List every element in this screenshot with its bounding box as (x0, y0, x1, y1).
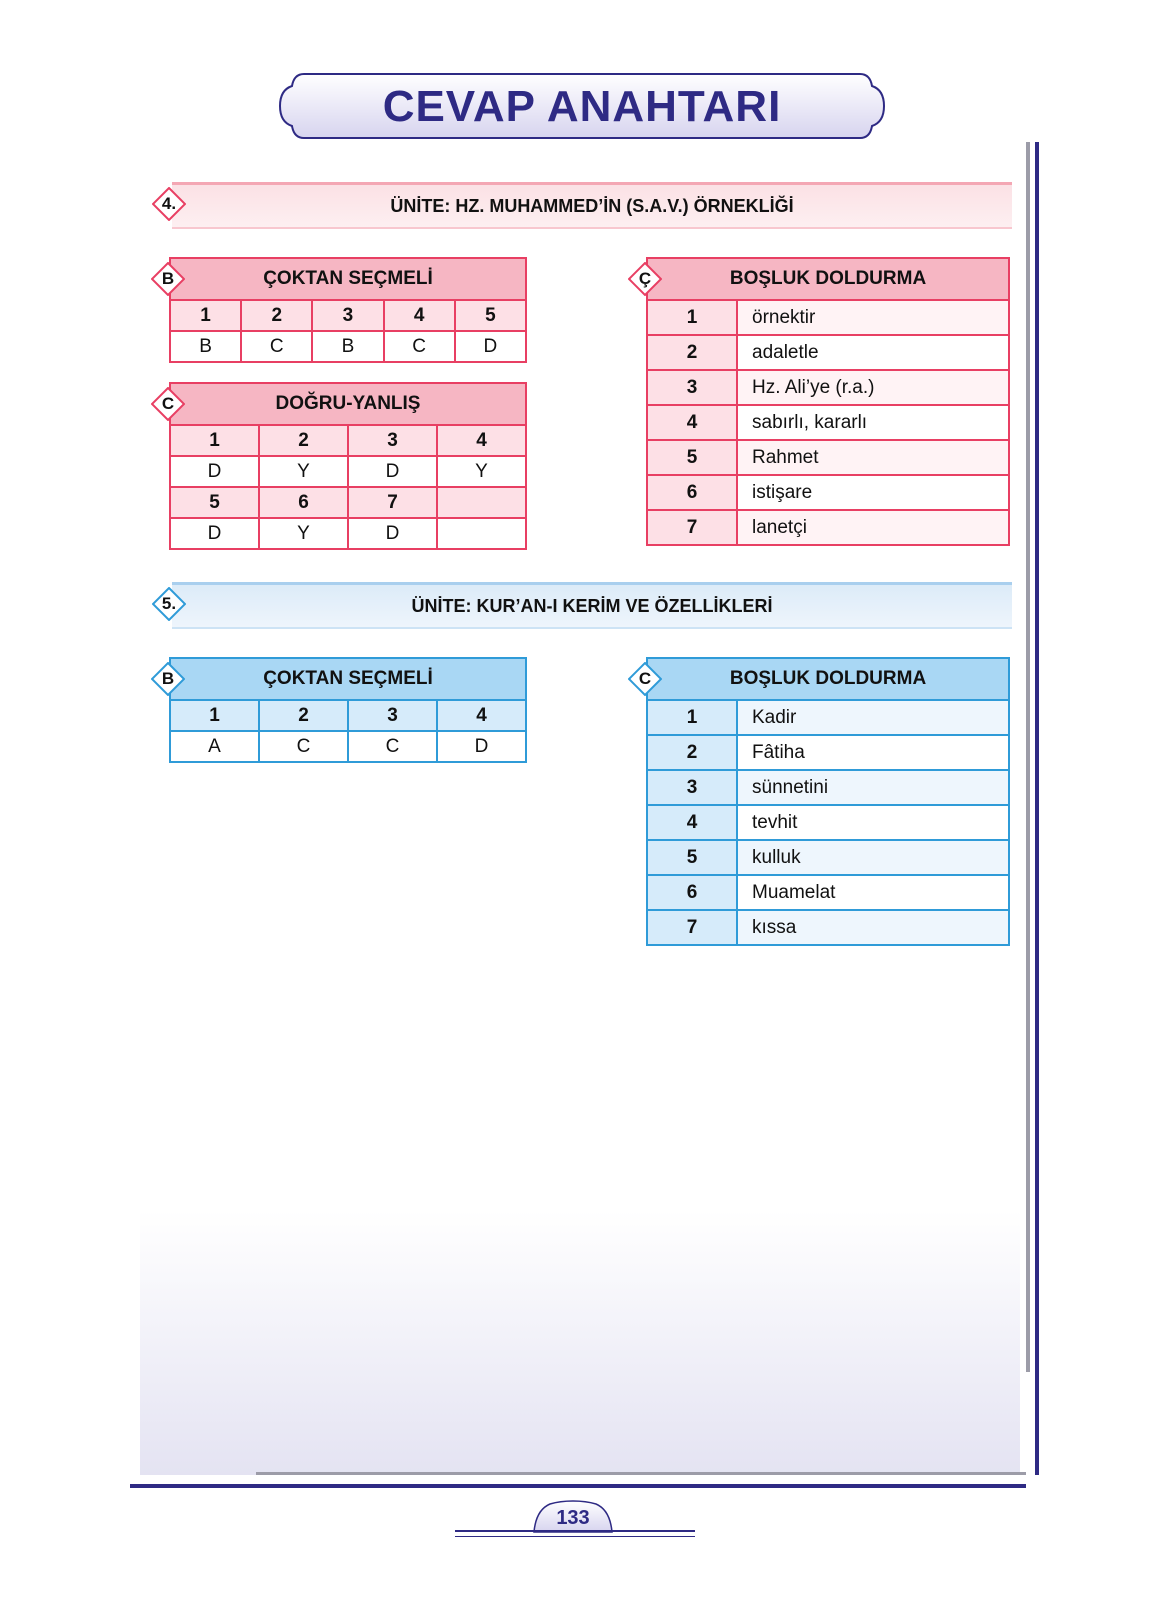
fb-number: 7 (647, 510, 737, 545)
mc-answer: B (170, 331, 241, 362)
fb-answer: kıssa (737, 910, 1009, 945)
tf-number: 2 (259, 425, 348, 456)
fb-answer: sünnetini (737, 770, 1009, 805)
fb-answer: lanetçi (737, 510, 1009, 545)
fb-answer: örnektir (737, 300, 1009, 335)
footer-line (455, 1530, 695, 1532)
mc-answer: A (170, 731, 259, 762)
unit-5-title: ÜNİTE: KUR’AN-I KERİM VE ÖZELLİKLERİ (411, 595, 773, 616)
mc-number: 2 (241, 300, 312, 331)
tf-answer: Y (259, 518, 348, 549)
mc-title: ÇOKTAN SEÇMELİ (170, 258, 526, 300)
mc-number: 3 (312, 300, 383, 331)
unit-5-mc-badge: B (151, 662, 185, 696)
mc-answer: C (348, 731, 437, 762)
tf-number: 6 (259, 487, 348, 518)
unit-5-multiple-choice-table (169, 657, 527, 763)
unit-5-header (172, 582, 1012, 629)
fb-number: 5 (647, 840, 737, 875)
fb-answer: Fâtiha (737, 735, 1009, 770)
fb-answer: sabırlı, kararlı (737, 405, 1009, 440)
frame-line-gray-vertical (1026, 142, 1030, 1372)
fb-number: 2 (647, 735, 737, 770)
tf-answer: Y (259, 456, 348, 487)
fb-number: 6 (647, 475, 737, 510)
fb-number: 3 (647, 370, 737, 405)
fb-answer: adaletle (737, 335, 1009, 370)
mc-number: 3 (348, 700, 437, 731)
mc-number: 4 (384, 300, 455, 331)
unit-5-number-badge: 5. (152, 587, 186, 621)
fb-number: 5 (647, 440, 737, 475)
tf-answer: Y (437, 456, 526, 487)
footer-line-thin (455, 1536, 695, 1537)
mc-answer: D (455, 331, 526, 362)
tf-empty-cell (437, 518, 526, 549)
mc-number: 1 (170, 700, 259, 731)
frame-line-navy-vertical (1035, 142, 1039, 1475)
tf-number: 1 (170, 425, 259, 456)
tf-answer: D (170, 456, 259, 487)
unit-4-header (172, 182, 1012, 229)
unit-5-fill-blank-table (646, 657, 1010, 946)
fb-answer: kulluk (737, 840, 1009, 875)
unit-4-fill-blank-table (646, 257, 1010, 546)
mc-number: 2 (259, 700, 348, 731)
fb-number: 7 (647, 910, 737, 945)
fb-number: 1 (647, 700, 737, 735)
tf-answer: D (348, 518, 437, 549)
mc-answer: C (259, 731, 348, 762)
fb-title: BOŞLUK DOLDURMA (647, 658, 1009, 700)
fb-number: 2 (647, 335, 737, 370)
unit-4-fb-badge: Ç (628, 262, 662, 296)
fb-number: 1 (647, 300, 737, 335)
fb-answer: Kadir (737, 700, 1009, 735)
fb-answer: Muamelat (737, 875, 1009, 910)
tf-answer: D (348, 456, 437, 487)
fb-answer: Hz. Ali’ye (r.a.) (737, 370, 1009, 405)
fb-number: 4 (647, 405, 737, 440)
frame-line-navy-horizontal (130, 1484, 1026, 1488)
mc-title: ÇOKTAN SEÇMELİ (170, 658, 526, 700)
page-title: CEVAP ANAHTARI (382, 82, 782, 131)
unit-4-mc-badge: B (151, 262, 185, 296)
tf-empty-cell (437, 487, 526, 518)
unit-4-true-false-table (169, 382, 527, 550)
mc-answer: C (241, 331, 312, 362)
frame-line-gray-horizontal (256, 1472, 1026, 1475)
mc-answer: B (312, 331, 383, 362)
fb-answer: tevhit (737, 805, 1009, 840)
tf-number: 5 (170, 487, 259, 518)
fb-answer: istişare (737, 475, 1009, 510)
unit-4-title: ÜNİTE: HZ. MUHAMMED’İN (S.A.V.) ÖRNEKLİĞİ (390, 195, 794, 216)
tf-number: 3 (348, 425, 437, 456)
unit-4-multiple-choice-table (169, 257, 527, 363)
tf-answer: D (170, 518, 259, 549)
unit-4-number-badge: 4. (152, 187, 186, 221)
mc-number: 1 (170, 300, 241, 331)
fb-number: 4 (647, 805, 737, 840)
fb-number: 6 (647, 875, 737, 910)
page-number: 133 (556, 1506, 590, 1529)
mc-number: 5 (455, 300, 526, 331)
mc-answer: C (384, 331, 455, 362)
fb-answer: Rahmet (737, 440, 1009, 475)
mc-number: 4 (437, 700, 526, 731)
page-bottom-gradient (140, 1210, 1020, 1475)
tf-number: 4 (437, 425, 526, 456)
unit-4-tf-badge: C (151, 387, 185, 421)
mc-answer: D (437, 731, 526, 762)
fb-number: 3 (647, 770, 737, 805)
tf-title: DOĞRU-YANLIŞ (170, 383, 526, 425)
tf-number: 7 (348, 487, 437, 518)
unit-5-fb-badge: C (628, 662, 662, 696)
fb-title: BOŞLUK DOLDURMA (647, 258, 1009, 300)
